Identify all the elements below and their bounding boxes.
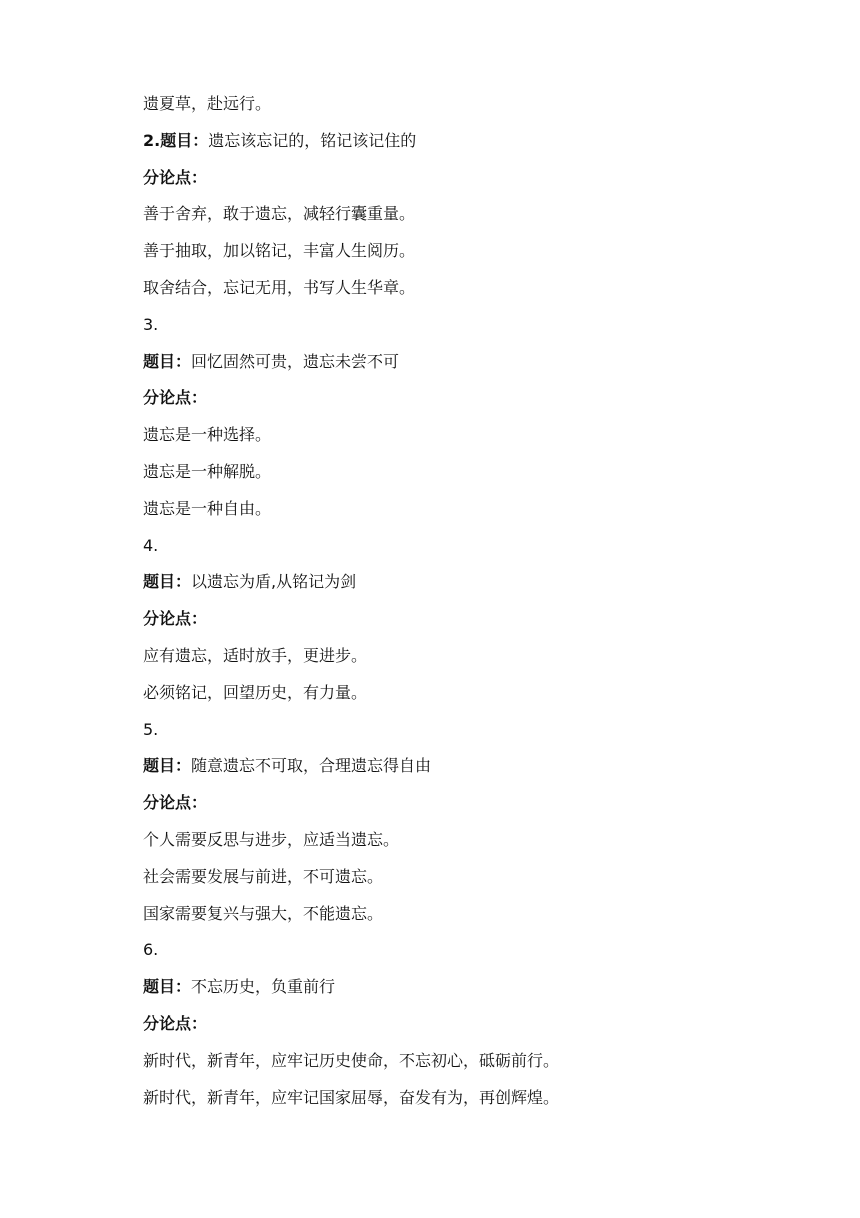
line-text: 新时代，新青年，应牢记历史使命，不忘初心，砥砺前行。 (143, 1050, 560, 1070)
topic-line (143, 568, 823, 605)
topic-label: 2.题目： (143, 130, 209, 150)
sub-argument-label: 分论点： (143, 1013, 208, 1033)
topic-label: 题目： (143, 572, 192, 592)
sub-argument-heading (143, 164, 823, 201)
text-line (143, 90, 823, 127)
line-text: 善于抽取，加以铭记，丰富人生阅历。 (143, 241, 416, 261)
line-text: 个人需要反思与进步，应适当遗忘。 (143, 829, 400, 849)
line-text: 遗忘是一种自由。 (143, 498, 272, 518)
text-line (143, 274, 823, 311)
text-line (143, 863, 823, 900)
line-text: 必须铭记，回望历史，有力量。 (143, 682, 368, 702)
topic-text: 遗忘该忘记的，铭记该记住的 (208, 130, 417, 150)
text-line (143, 679, 823, 716)
topic-text: 回忆固然可贵，遗忘未尝不可 (191, 351, 400, 371)
sub-argument-heading (143, 1010, 823, 1047)
topic-line (143, 752, 823, 789)
sub-argument-heading (143, 605, 823, 642)
topic-label: 题目： (143, 977, 192, 997)
line-text: 社会需要发展与前进，不可遗忘。 (143, 866, 384, 886)
text-line (143, 237, 823, 274)
sub-argument-heading (143, 384, 823, 421)
line-text: 遗忘是一种选择。 (143, 425, 272, 445)
sub-argument-label: 分论点： (143, 167, 208, 187)
topic-line (143, 348, 823, 385)
text-line (143, 495, 823, 532)
text-line (143, 421, 823, 458)
section-number (143, 936, 823, 973)
document-body (143, 90, 823, 1120)
line-text: 取舍结合，忘记无用，书写人生华章。 (143, 277, 416, 297)
line-text: 遗忘是一种解脱。 (143, 461, 272, 481)
line-text: 国家需要复兴与强大，不能遗忘。 (143, 903, 384, 923)
sub-argument-label: 分论点： (143, 793, 208, 813)
section-number-text: 4. (143, 535, 159, 555)
topic-text: 随意遗忘不可取，合理遗忘得自由 (191, 756, 432, 776)
text-line (143, 642, 823, 679)
text-line (143, 1084, 823, 1121)
section-number-text: 6. (143, 940, 159, 960)
text-line (143, 826, 823, 863)
section-number-text: 5. (143, 719, 159, 739)
topic-text: 不忘历史，负重前行 (191, 977, 336, 997)
section-number (143, 716, 823, 753)
text-line (143, 900, 823, 937)
text-line (143, 458, 823, 495)
topic-text: 以遗忘为盾,从铭记为剑 (191, 572, 357, 592)
text-line (143, 1047, 823, 1084)
sub-argument-label: 分论点： (143, 609, 208, 629)
sub-argument-heading (143, 789, 823, 826)
topic-line (143, 973, 823, 1010)
line-text: 善于舍弃，敢于遗忘，减轻行囊重量。 (143, 204, 416, 224)
line-text: 应有遗忘，适时放手，更进步。 (143, 645, 368, 665)
line-text: 遗夏草，赴远行。 (143, 94, 272, 113)
text-line (143, 200, 823, 237)
topic-label: 题目： (143, 351, 192, 371)
section-number (143, 311, 823, 348)
sub-argument-label: 分论点： (143, 388, 208, 408)
section-number (143, 532, 823, 569)
line-text: 新时代，新青年，应牢记国家屈辱，奋发有为，再创辉煌。 (143, 1087, 560, 1107)
topic-label: 题目： (143, 756, 192, 776)
section-number-text: 3. (143, 314, 159, 334)
topic-line (143, 127, 823, 164)
